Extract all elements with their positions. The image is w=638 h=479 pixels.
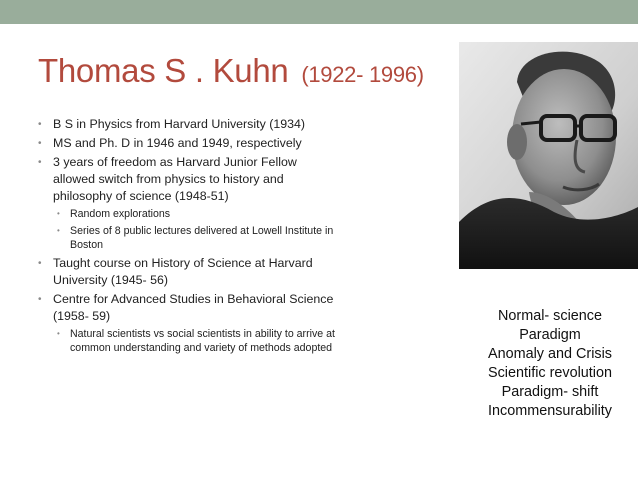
sub-bullet-item: • Series of 8 public lectures delivered at Lowell Institute in Boston	[53, 224, 336, 252]
slide-title	[38, 52, 424, 90]
bullet-item: • B S in Physics from Harvard University (1934)	[36, 116, 336, 133]
sub-bullet-list	[53, 207, 336, 252]
bullet-item: • MS and Ph. D in 1946 and 1949, respectively	[36, 135, 336, 152]
title-name: Thomas S . Kuhn	[38, 52, 289, 89]
concept-item: Normal- science	[498, 308, 602, 324]
portrait-illustration	[459, 42, 638, 269]
title-years: (1922- 1996)	[301, 62, 424, 87]
bullet-text: 3 years of freedom as Harvard Junior Fellow allowed switch from physics to history and philosophy of science (1948-51)	[53, 155, 297, 203]
portrait-photo	[459, 42, 638, 269]
bullet-item	[36, 154, 336, 252]
bullet-text: Centre for Advanced Studies in Behavioral Science (1958- 59)	[53, 292, 334, 323]
sub-bullet-item: • Random explorations	[53, 207, 336, 221]
bullet-item	[36, 291, 336, 355]
sub-bullet-item: • Natural scientists vs social scientists in ability to arrive at common understanding and variety of methods adopted	[53, 327, 336, 355]
bullet-list	[36, 116, 336, 358]
concept-item: Incommensurability	[488, 403, 612, 419]
top-accent-bar	[0, 0, 638, 24]
bullet-item: • Taught course on History of Science at Harvard University (1945- 56)	[36, 255, 336, 289]
concept-item: Paradigm	[519, 327, 581, 343]
concept-item: Paradigm- shift	[501, 384, 599, 400]
key-concepts-list	[462, 307, 638, 421]
sub-bullet-list	[53, 327, 336, 355]
concept-item: Anomaly and Crisis	[488, 346, 612, 362]
concept-item: Scientific revolution	[488, 365, 612, 381]
